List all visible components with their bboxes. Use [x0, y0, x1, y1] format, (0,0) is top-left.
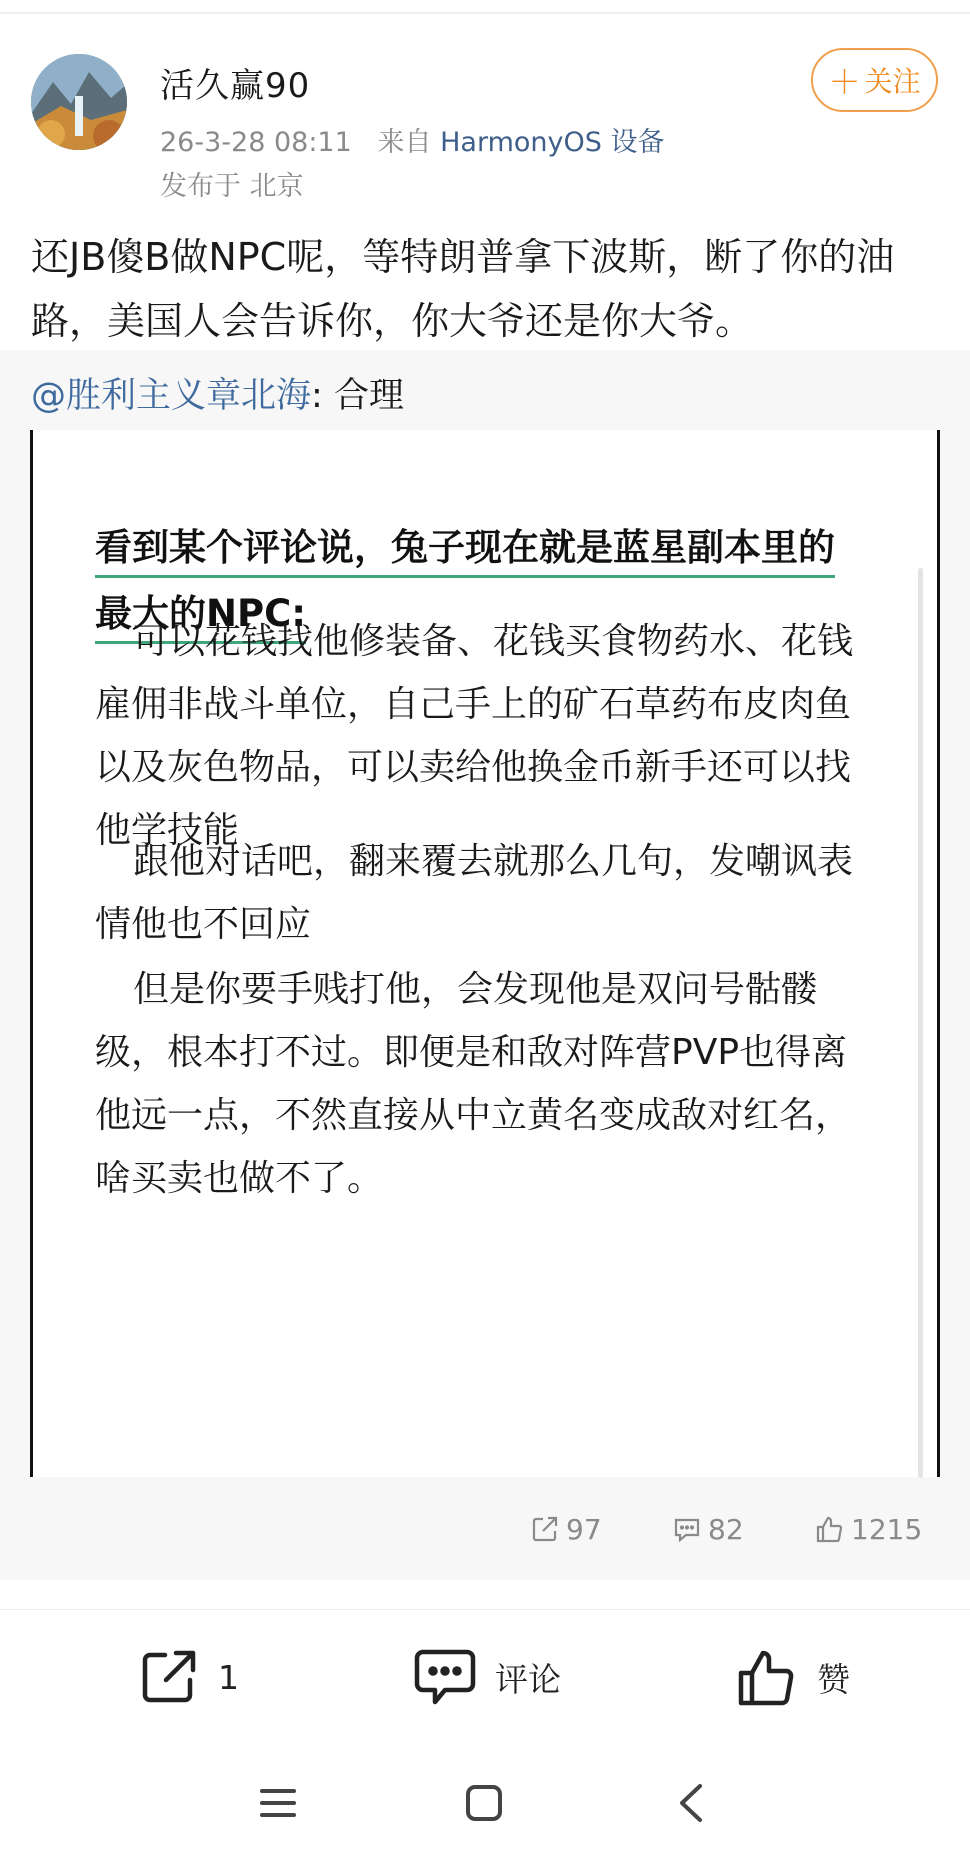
like-button[interactable]	[735, 1640, 850, 1714]
comment-button[interactable]	[413, 1640, 561, 1714]
source-prefix: 来自	[377, 127, 432, 158]
section-separator	[0, 1580, 970, 1610]
image-paragraph-2: 跟他对话吧，翻来覆去就那么几句，发嘲讽表情他也不回应	[95, 841, 854, 945]
comment-count: 82	[708, 1512, 744, 1546]
share-icon	[138, 1646, 200, 1708]
post-meta	[160, 120, 664, 159]
post-text: 还JB傻B做NPC呢，等特朗普拿下波斯，断了你的油路，美国人会告诉你，你大爷还是你大爷。	[31, 235, 895, 343]
share-icon	[530, 1514, 560, 1544]
repost-comment: 合理	[333, 376, 404, 416]
mention-sep: :	[311, 376, 323, 416]
repost-count: 97	[566, 1512, 602, 1546]
plus-icon: ＋	[828, 63, 861, 101]
like-button-label: 赞	[817, 1659, 850, 1699]
image-paragraph-3: 但是你要手贱打他，会发现他是双问号骷髅级，根本打不过。即便是和敌对阵营PVP也得离他远一点，不然直接从中立黄名变成敌对红名，啥买卖也做不了。	[95, 969, 852, 1199]
follow-button[interactable]	[811, 48, 938, 112]
thumbs-up-icon	[735, 1645, 799, 1709]
comment-icon	[672, 1514, 702, 1544]
mention-link[interactable]: @胜利主义章北海	[31, 376, 312, 416]
menu-nav-button[interactable]	[248, 1780, 308, 1826]
menu-icon	[258, 1786, 298, 1820]
image-scrollbar	[918, 568, 923, 1478]
repost-button[interactable]	[138, 1640, 239, 1714]
back-nav-button[interactable]	[661, 1780, 721, 1826]
timestamp: 26-3-28 08:11	[160, 127, 352, 158]
avatar[interactable]	[31, 54, 127, 150]
location: 发布于 北京	[160, 171, 304, 202]
back-chevron-icon	[676, 1782, 706, 1824]
comment-stat[interactable]	[672, 1505, 744, 1553]
comment-button-label: 评论	[495, 1659, 561, 1699]
comment-icon	[413, 1646, 477, 1708]
thumbs-up-icon	[815, 1514, 845, 1544]
like-stat[interactable]	[815, 1505, 922, 1553]
action-bar-divider	[0, 1609, 970, 1610]
repost-button-count: 1	[218, 1657, 239, 1697]
source-device[interactable]: HarmonyOS 设备	[440, 127, 665, 158]
image-heading: 看到某个评论说，兔子现在就是蓝星副本里的最大的NPC:	[95, 515, 855, 647]
top-divider	[0, 12, 970, 14]
repost-stat[interactable]	[530, 1505, 602, 1553]
home-square-icon	[464, 1783, 504, 1823]
image-paragraph-1: 可以花钱找他修装备、花钱买食物药水、花钱雇佣非战斗单位，自己手上的矿石草药布皮肉鱼以及灰色物品，可以卖给他换金币新手还可以找他学技能	[95, 621, 854, 851]
repost-line	[31, 368, 404, 418]
follow-label: 关注	[864, 65, 921, 98]
like-count: 1215	[851, 1512, 923, 1546]
home-nav-button[interactable]	[454, 1780, 514, 1826]
username[interactable]: 活久赢90	[160, 66, 311, 106]
